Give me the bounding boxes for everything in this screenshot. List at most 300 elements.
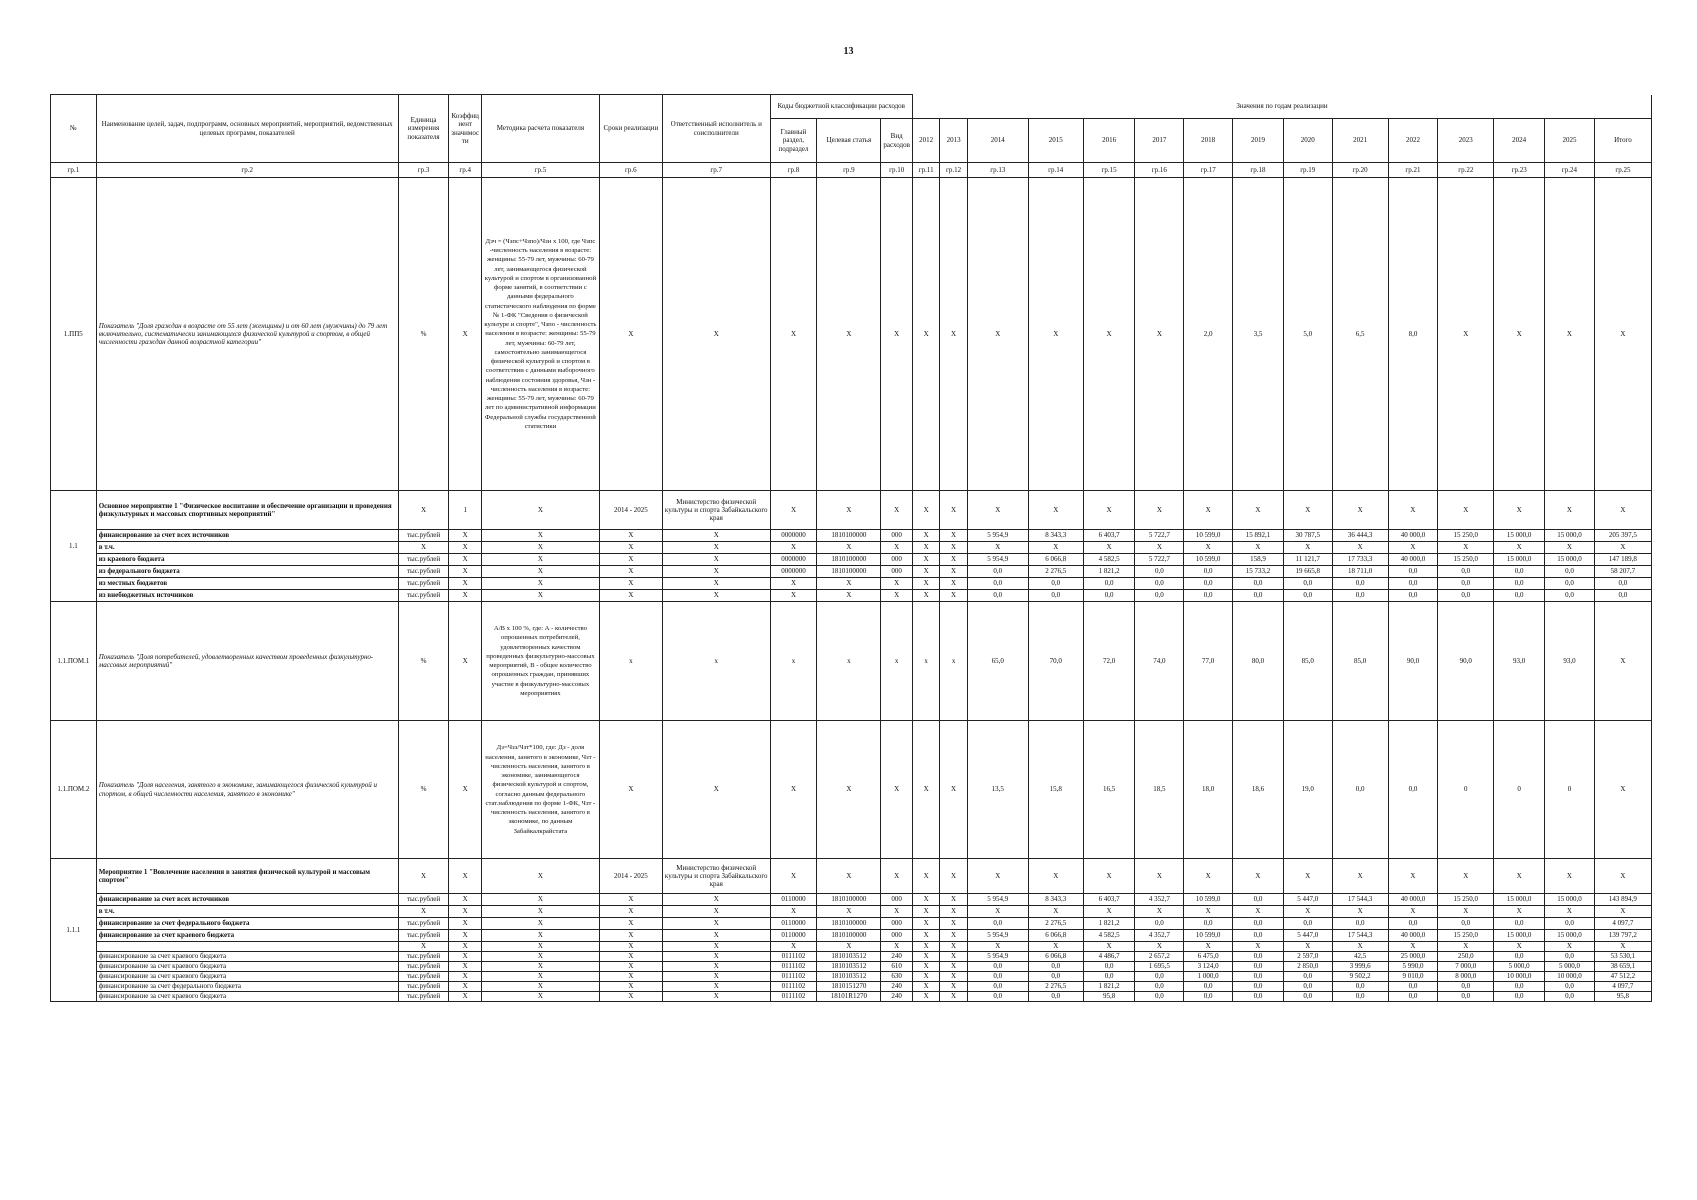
fin-row-code-article: X <box>817 590 881 602</box>
fin-row-value: 0,0 <box>1135 992 1184 1002</box>
fin-row-value: 0,0 <box>1332 578 1388 590</box>
row-number: 1.ПП5 <box>51 178 97 491</box>
fin-row-value: 0,0 <box>1494 590 1545 602</box>
fin-row-value: 0,0 <box>1233 590 1284 602</box>
fin-row-value: 0,0 <box>1388 578 1438 590</box>
fin-row-value: 0,0 <box>1438 590 1494 602</box>
fin-row-value: 0,0 <box>1438 982 1494 992</box>
fin-row-value: 9 502,2 <box>1332 972 1388 982</box>
row-value: X <box>1388 491 1438 530</box>
header-code-type: Вид расходов <box>881 119 913 163</box>
row-value: 90,0 <box>1388 602 1438 721</box>
row-code-article: X <box>817 178 881 491</box>
om1-financing-row-0 <box>51 530 1652 542</box>
fin-row-code-type: 240 <box>881 992 913 1002</box>
fin-row-value: 4 486,7 <box>1083 952 1135 962</box>
fin-row-value: 5 954,9 <box>967 930 1028 942</box>
row-value: 13,5 <box>967 721 1028 859</box>
fin-row-responsible: X <box>662 982 770 992</box>
fin-row-value: 40 000,0 <box>1388 530 1438 542</box>
fin-row-value: 0,0 <box>1494 566 1545 578</box>
row-value: 93,0 <box>1494 602 1545 721</box>
fin-row-value: 0,0 <box>967 918 1028 930</box>
fin-row-value: X <box>940 952 967 962</box>
column-number: гр.19 <box>1283 163 1332 178</box>
fin-row-code-type: X <box>881 906 913 918</box>
column-number: гр.4 <box>449 163 482 178</box>
row-coefficient: X <box>449 859 482 894</box>
header-year: 2024 <box>1494 119 1545 163</box>
fin-row-code-article: 1810103512 <box>817 952 881 962</box>
row-number: 1.1.ПОМ.1 <box>51 602 97 721</box>
fin-row-unit: X <box>398 542 449 554</box>
fin-row-coefficient: X <box>449 972 482 982</box>
row-value: X <box>1545 178 1595 491</box>
fin-row-value: X <box>940 982 967 992</box>
row-value: 6,5 <box>1332 178 1388 491</box>
fin-row-method: X <box>481 578 599 590</box>
fin-row-value: X <box>940 918 967 930</box>
column-number: гр.15 <box>1083 163 1135 178</box>
fin-row-value: X <box>1283 542 1332 554</box>
fin-row-value: 3 124,0 <box>1184 962 1233 972</box>
row-coefficient: X <box>449 178 482 491</box>
column-numbers-row <box>51 163 1652 178</box>
row-value: 8,0 <box>1388 178 1438 491</box>
header-code-article: Целевая статья <box>817 119 881 163</box>
m1-financing-row-1 <box>51 906 1652 918</box>
fin-row-value: 10 599,0 <box>1184 554 1233 566</box>
m1-financing-row-7 <box>51 972 1652 982</box>
fin-row-code-article: 1810100000 <box>817 530 881 542</box>
fin-row-terms: X <box>599 962 662 972</box>
fin-row-value: 0,0 <box>1028 590 1083 602</box>
fin-row-method: X <box>481 918 599 930</box>
fin-row-value: X <box>1135 942 1184 952</box>
fin-row-value: X <box>1233 942 1284 952</box>
fin-row-unit: тыс.рублей <box>398 894 449 906</box>
row-method: А/В x 100 %, где: А - количество опрошенных потребителей, удовлетворенных качеством проведенных физкультурно-массовых мероприятий, В - общее количество опрошенных граждан, принявших участие в физкультурно-массовых мероприятиях <box>481 602 599 721</box>
fin-row-value: 0,0 <box>1233 982 1284 992</box>
fin-row-terms: X <box>599 930 662 942</box>
fin-row-value: X <box>1083 942 1135 952</box>
row-responsible: X <box>662 178 770 491</box>
row-value: 18,6 <box>1233 721 1284 859</box>
row-terms: x <box>599 602 662 721</box>
fin-row-responsible: X <box>662 566 770 578</box>
fin-row-value: 0,0 <box>1494 952 1545 962</box>
fin-row-value: 0,0 <box>967 566 1028 578</box>
fin-row-name: в т.ч. <box>96 542 398 554</box>
fin-row-value: 147 189,8 <box>1594 554 1651 566</box>
fin-row-value: 5 722,7 <box>1135 554 1184 566</box>
row-method: Дзч = (Чзпс+Чзпо)/Чзн x 100, где Чзпс -численность населения в возрасте: женщины: 55-79 лет, мужчины: 60-79 лет, занимающегося физической культурой и спортом в организованной форме занятий, в соответствии с данными федерального статистического наблюдения по форме № 1-ФК "Сведения о физической культуре и спорте", Чзпо - численность населения в возрасте: женщины: 55-79 лет, мужчины: 60-79 лет, самостоятельно занимающегося физической культурой и спортом в соответствии с данными выборочного наблюдения состояния здоровья, Чзн - численность населения в возрасте: женщины: 55-79 лет, мужчины: 60-79 лет по административной информации Федеральной службы государственной статистики <box>481 178 599 491</box>
row-value: X <box>1083 491 1135 530</box>
fin-row-code-type: X <box>881 578 913 590</box>
row-value: X <box>1594 602 1651 721</box>
fin-row-value: 0,0 <box>1135 972 1184 982</box>
fin-row-code-type: 630 <box>881 972 913 982</box>
fin-row-value: 38 659,1 <box>1594 962 1651 972</box>
fin-row-terms: X <box>599 894 662 906</box>
fin-row-terms: X <box>599 982 662 992</box>
row-value: 74,0 <box>1135 602 1184 721</box>
fin-row-value: X <box>1283 906 1332 918</box>
fin-row-unit: тыс.рублей <box>398 566 449 578</box>
fin-row-method: X <box>481 894 599 906</box>
row-value: 0 <box>1494 721 1545 859</box>
fin-row-method: X <box>481 906 599 918</box>
row-value: 85,0 <box>1283 602 1332 721</box>
fin-row-code-article: X <box>817 942 881 952</box>
fin-row-value: 5 000,0 <box>1494 962 1545 972</box>
fin-row-method: X <box>481 542 599 554</box>
fin-row-responsible: X <box>662 554 770 566</box>
fin-row-value: 15 250,0 <box>1438 530 1494 542</box>
fin-row-value: 19 665,8 <box>1283 566 1332 578</box>
om1-financing-row-3 <box>51 566 1652 578</box>
fin-row-value: 5 722,7 <box>1135 530 1184 542</box>
row-value: 18,0 <box>1184 721 1233 859</box>
fin-row-value: 0,0 <box>1438 566 1494 578</box>
row-value: 70,0 <box>1028 602 1083 721</box>
fin-row-code-article: 1810100000 <box>817 918 881 930</box>
fin-row-value: 8 343,3 <box>1028 530 1083 542</box>
fin-row-value: 15 000,0 <box>1494 530 1545 542</box>
row-value: 18,5 <box>1135 721 1184 859</box>
fin-row-responsible: X <box>662 972 770 982</box>
fin-row-value: X <box>912 992 939 1002</box>
fin-row-value: X <box>940 972 967 982</box>
fin-row-value: 139 797,2 <box>1594 930 1651 942</box>
fin-row-value: 0,0 <box>1028 992 1083 1002</box>
fin-row-name: финансирование за счет федерального бюджета <box>96 918 398 930</box>
fin-row-value: 6 475,0 <box>1184 952 1233 962</box>
row-value: X <box>1438 859 1494 894</box>
fin-row-code-article: 1810151270 <box>817 982 881 992</box>
fin-row-name: из внебюджетных источников <box>96 590 398 602</box>
header-year: 2013 <box>940 119 967 163</box>
column-number: гр.11 <box>912 163 939 178</box>
fin-row-value: X <box>912 554 939 566</box>
fin-row-code-type: 000 <box>881 930 913 942</box>
row-value: 16,5 <box>1083 721 1135 859</box>
fin-row-value: 0,0 <box>1438 992 1494 1002</box>
fin-row-value: 0,0 <box>1233 972 1284 982</box>
om1-financing-row-2 <box>51 554 1652 566</box>
m1-financing-row-5 <box>51 952 1652 962</box>
row-terms: 2014 - 2025 <box>599 859 662 894</box>
fin-row-value: 5 990,0 <box>1388 962 1438 972</box>
fin-row-value: X <box>940 930 967 942</box>
column-number: гр.24 <box>1545 163 1595 178</box>
fin-row-value: 0,0 <box>1594 590 1651 602</box>
column-number: гр.22 <box>1438 163 1494 178</box>
fin-row-value: X <box>967 906 1028 918</box>
fin-row-value: 58 207,7 <box>1594 566 1651 578</box>
row-name: Основное мероприятие 1 "Физическое воспитание и обеспечение организации и проведения физкультурных и массовых спортивных мероприятий" <box>96 491 398 530</box>
fin-row-value: 1 000,0 <box>1184 972 1233 982</box>
fin-row-value: 2 276,5 <box>1028 982 1083 992</box>
fin-row-value: X <box>1388 906 1438 918</box>
fin-row-unit: тыс.рублей <box>398 952 449 962</box>
fin-row-unit: тыс.рублей <box>398 530 449 542</box>
fin-row-value: X <box>1545 906 1595 918</box>
fin-row-value: 0,0 <box>1438 578 1494 590</box>
fin-row-value: 0,0 <box>1184 566 1233 578</box>
fin-row-value: 17 544,3 <box>1332 930 1388 942</box>
row-value: X <box>1135 859 1184 894</box>
fin-row-unit: тыс.рублей <box>398 982 449 992</box>
fin-row-code-article: X <box>817 906 881 918</box>
fin-row-value: X <box>912 590 939 602</box>
fin-row-value: 0,0 <box>1283 982 1332 992</box>
column-number: гр.12 <box>940 163 967 178</box>
header-year: 2025 <box>1545 119 1595 163</box>
fin-row-terms: X <box>599 918 662 930</box>
fin-row-coefficient: X <box>449 894 482 906</box>
table-row-om1 <box>51 491 1652 530</box>
fin-row-value: 0,0 <box>1233 894 1284 906</box>
fin-row-value: X <box>940 530 967 542</box>
row-value: X <box>912 178 939 491</box>
row-value: X <box>1028 491 1083 530</box>
fin-row-coefficient: X <box>449 566 482 578</box>
fin-row-value: X <box>1438 542 1494 554</box>
fin-row-value: 18 711,0 <box>1332 566 1388 578</box>
header-method: Методика расчета показателя <box>481 95 599 163</box>
fin-row-value: X <box>1494 542 1545 554</box>
fin-row-value: X <box>1083 542 1135 554</box>
fin-row-value: 6 066,8 <box>1028 930 1083 942</box>
fin-row-value: 10 599,0 <box>1184 530 1233 542</box>
fin-row-code-type: 000 <box>881 554 913 566</box>
row-code-type: x <box>881 602 913 721</box>
row-value: 85,0 <box>1332 602 1388 721</box>
fin-row-coefficient: X <box>449 554 482 566</box>
fin-row-name: из краевого бюджета <box>96 554 398 566</box>
fin-row-name: финансирование за счет краевого бюджета <box>96 952 398 962</box>
fin-row-value: X <box>940 554 967 566</box>
column-number: гр.9 <box>817 163 881 178</box>
fin-row-value: X <box>1028 942 1083 952</box>
column-number: гр.2 <box>96 163 398 178</box>
fin-row-value: 1 821,2 <box>1083 982 1135 992</box>
row-value: 93,0 <box>1545 602 1595 721</box>
row-value: X <box>1028 178 1083 491</box>
row-code-type: X <box>881 859 913 894</box>
fin-row-unit: тыс.рублей <box>398 554 449 566</box>
header-year: 2022 <box>1388 119 1438 163</box>
fin-row-value: X <box>1594 542 1651 554</box>
column-number: гр.7 <box>662 163 770 178</box>
row-coefficient: X <box>449 602 482 721</box>
fin-row-code-section: 0000000 <box>770 554 817 566</box>
fin-row-code-section: 0111102 <box>770 962 817 972</box>
fin-row-value: X <box>1388 542 1438 554</box>
fin-row-value: 0,0 <box>1028 972 1083 982</box>
fin-row-value: 15 000,0 <box>1545 894 1595 906</box>
fin-row-value: 0,0 <box>1233 952 1284 962</box>
fin-row-value: X <box>1332 942 1388 952</box>
fin-row-value: 0,0 <box>1233 992 1284 1002</box>
row-number: 1.1 <box>51 491 97 602</box>
fin-row-value: X <box>1438 906 1494 918</box>
fin-row-value: 0,0 <box>1545 566 1595 578</box>
fin-row-value: 158,9 <box>1233 554 1284 566</box>
fin-row-code-section: 0111102 <box>770 982 817 992</box>
fin-row-value: 6 403,7 <box>1083 894 1135 906</box>
row-unit: % <box>398 178 449 491</box>
row-value: X <box>1594 178 1651 491</box>
fin-row-value: 5 954,9 <box>967 554 1028 566</box>
fin-row-value: 0,0 <box>1135 590 1184 602</box>
fin-row-value: 6 066,8 <box>1028 554 1083 566</box>
row-value: 0,0 <box>1332 721 1388 859</box>
fin-row-value: 0,0 <box>1545 982 1595 992</box>
row-value: X <box>912 491 939 530</box>
fin-row-value: 0,0 <box>1332 918 1388 930</box>
fin-row-code-type: X <box>881 590 913 602</box>
om1-financing-row-4 <box>51 578 1652 590</box>
row-code-type: X <box>881 178 913 491</box>
fin-row-terms: X <box>599 578 662 590</box>
row-code-section: X <box>770 721 817 859</box>
fin-row-value: 0,0 <box>1135 982 1184 992</box>
column-number: гр.3 <box>398 163 449 178</box>
fin-row-terms: X <box>599 530 662 542</box>
row-value: X <box>1388 859 1438 894</box>
header-year: 2015 <box>1028 119 1083 163</box>
row-value: X <box>1135 491 1184 530</box>
fin-row-value: X <box>1233 542 1284 554</box>
row-value: X <box>940 178 967 491</box>
row-value: X <box>1594 859 1651 894</box>
fin-row-value: 15 250,0 <box>1438 930 1494 942</box>
fin-row-value: X <box>1545 942 1595 952</box>
fin-row-value: X <box>967 542 1028 554</box>
fin-row-value: X <box>1233 906 1284 918</box>
fin-row-value: 15 892,1 <box>1233 530 1284 542</box>
row-value: X <box>1594 491 1651 530</box>
fin-row-value: 30 787,5 <box>1283 530 1332 542</box>
fin-row-value: X <box>912 962 939 972</box>
fin-row-value: 0,0 <box>1283 578 1332 590</box>
fin-row-value: 11 121,7 <box>1283 554 1332 566</box>
fin-row-value: 10 000,0 <box>1494 972 1545 982</box>
fin-row-value: X <box>940 590 967 602</box>
column-number: гр.23 <box>1494 163 1545 178</box>
fin-row-value: X <box>940 578 967 590</box>
fin-row-unit: тыс.рублей <box>398 962 449 972</box>
fin-row-responsible: X <box>662 542 770 554</box>
row-name: Мероприятие 1 "Вовлечение населения в занятия физической культурой и массовым спортом" <box>96 859 398 894</box>
fin-row-coefficient: X <box>449 992 482 1002</box>
fin-row-terms: X <box>599 992 662 1002</box>
fin-row-value: 0,0 <box>1545 590 1595 602</box>
fin-row-code-section: 0111102 <box>770 972 817 982</box>
row-value: X <box>1332 491 1388 530</box>
fin-row-method: X <box>481 590 599 602</box>
column-number: гр.25 <box>1594 163 1651 178</box>
fin-row-value: 0,0 <box>1545 952 1595 962</box>
fin-row-code-article: 1810100000 <box>817 554 881 566</box>
row-responsible: Министерство физической культуры и спорта Забайкальского края <box>662 491 770 530</box>
fin-row-value: 1 821,2 <box>1083 566 1135 578</box>
fin-row-responsible: X <box>662 962 770 972</box>
fin-row-code-type: X <box>881 542 913 554</box>
fin-row-value: X <box>1135 542 1184 554</box>
row-code-article: X <box>817 721 881 859</box>
row-value: X <box>1494 178 1545 491</box>
fin-row-value: 47 512,2 <box>1594 972 1651 982</box>
row-value: 19,0 <box>1283 721 1332 859</box>
column-number: гр.10 <box>881 163 913 178</box>
fin-row-value: 95,8 <box>1594 992 1651 1002</box>
row-terms: X <box>599 721 662 859</box>
fin-row-value: X <box>940 942 967 952</box>
row-value: 15,8 <box>1028 721 1083 859</box>
fin-row-value: 40 000,0 <box>1388 930 1438 942</box>
fin-row-value: 15 000,0 <box>1494 554 1545 566</box>
row-value: 80,0 <box>1233 602 1284 721</box>
fin-row-value: X <box>1083 906 1135 918</box>
fin-row-value: X <box>967 942 1028 952</box>
fin-row-code-section: X <box>770 590 817 602</box>
fin-row-value: 0,0 <box>1233 962 1284 972</box>
fin-row-unit: тыс.рублей <box>398 590 449 602</box>
fin-row-value: 0,0 <box>1233 918 1284 930</box>
om1-financing-row-5 <box>51 590 1652 602</box>
row-value: X <box>967 859 1028 894</box>
page-number: 13 <box>843 46 854 57</box>
column-number: гр.1 <box>51 163 97 178</box>
fin-row-coefficient: X <box>449 962 482 972</box>
header-terms: Сроки реализации <box>599 95 662 163</box>
fin-row-value: X <box>912 894 939 906</box>
fin-row-value: 15 733,2 <box>1233 566 1284 578</box>
fin-row-name <box>96 942 398 952</box>
fin-row-value: X <box>1283 942 1332 952</box>
fin-row-code-type: 240 <box>881 952 913 962</box>
fin-row-value: 0,0 <box>1233 930 1284 942</box>
row-value: X <box>1083 178 1135 491</box>
row-method: Дз=Чзз/Чзт*100, где: Дз - доля населения, занятого в экономике, Чзт - численность населения, занятого в экономике, занимающегося физической культурой и спортом, согласно данным федерального стат.наблюдения по форме 1-ФК, Чзт - численность населения, занятого в экономике, по данным Забайкалкрайстата <box>481 721 599 859</box>
fin-row-value: 5 954,9 <box>967 530 1028 542</box>
fin-row-value: 15 250,0 <box>1438 894 1494 906</box>
fin-row-value: 4 097,7 <box>1594 918 1651 930</box>
row-value: 65,0 <box>967 602 1028 721</box>
fin-row-code-type: 610 <box>881 962 913 972</box>
row-code-type: X <box>881 721 913 859</box>
fin-row-value: 15 000,0 <box>1494 930 1545 942</box>
fin-row-name: финансирование за счет всех источников <box>96 894 398 906</box>
fin-row-code-article: 1810103512 <box>817 972 881 982</box>
fin-row-value: X <box>1438 942 1494 952</box>
fin-row-value: 0,0 <box>1283 972 1332 982</box>
fin-row-value: 0,0 <box>1545 992 1595 1002</box>
fin-row-code-article: 1810100000 <box>817 894 881 906</box>
fin-row-terms: X <box>599 590 662 602</box>
fin-row-unit: тыс.рублей <box>398 930 449 942</box>
fin-row-value: 0,0 <box>1184 982 1233 992</box>
row-unit: % <box>398 721 449 859</box>
fin-row-value: X <box>912 578 939 590</box>
fin-row-name: финансирование за счет краевого бюджета <box>96 930 398 942</box>
row-value: x <box>940 602 967 721</box>
fin-row-code-section: 0000000 <box>770 566 817 578</box>
fin-row-value: 36 444,3 <box>1332 530 1388 542</box>
